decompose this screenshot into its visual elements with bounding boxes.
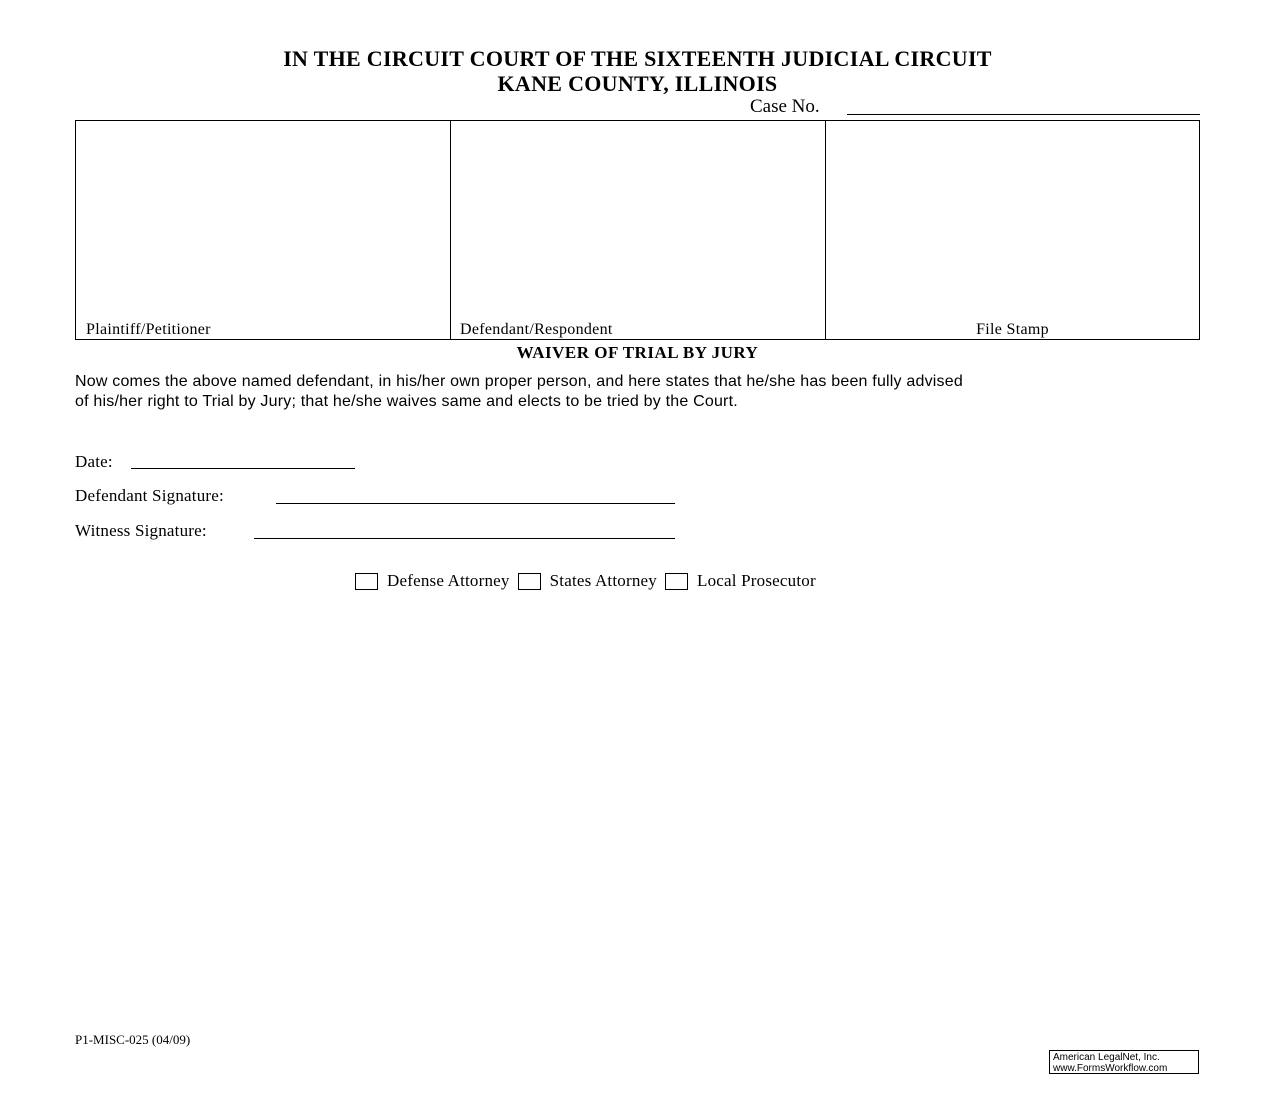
defendant-signature-field[interactable] xyxy=(276,503,675,504)
file-stamp-cell xyxy=(826,121,1199,339)
case-number-label: Case No. xyxy=(750,96,820,117)
file-stamp-label: File Stamp xyxy=(976,321,1049,338)
states-attorney-label: States Attorney xyxy=(549,571,657,590)
plaintiff-cell[interactable] xyxy=(76,121,451,339)
defense-attorney-label: Defense Attorney xyxy=(387,571,510,590)
states-attorney-checkbox[interactable] xyxy=(518,573,541,590)
local-prosecutor-option[interactable] xyxy=(665,571,816,591)
local-prosecutor-checkbox[interactable] xyxy=(665,573,688,590)
defense-attorney-checkbox[interactable] xyxy=(355,573,378,590)
plaintiff-label: Plaintiff/Petitioner xyxy=(86,321,211,338)
court-heading: IN THE CIRCUIT COURT OF THE SIXTEENTH JUDICIAL CIRCUIT xyxy=(283,46,992,71)
county-heading: KANE COUNTY, ILLINOIS xyxy=(497,71,778,96)
witness-signature-label: Witness Signature: xyxy=(75,521,207,540)
defendant-cell[interactable] xyxy=(451,121,826,339)
publisher-badge xyxy=(1049,1050,1199,1074)
date-field[interactable] xyxy=(131,468,355,469)
waiver-statement-line-1: Now comes the above named defendant, in his/her own proper person, and here states that he/she has been fully advised xyxy=(75,373,963,390)
date-label: Date: xyxy=(75,452,113,471)
form-title: WAIVER OF TRIAL BY JURY xyxy=(516,343,759,362)
form-number: P1-MISC-025 (04/09) xyxy=(75,1032,191,1047)
witness-signature-field[interactable] xyxy=(254,538,675,539)
publisher-url: www.FormsWorkflow.com xyxy=(1053,1063,1168,1074)
publisher-name: American LegalNet, Inc. xyxy=(1053,1052,1160,1063)
defendant-label: Defendant/Respondent xyxy=(460,321,613,338)
local-prosecutor-label: Local Prosecutor xyxy=(697,571,816,590)
case-number-field[interactable] xyxy=(847,114,1200,115)
states-attorney-option[interactable] xyxy=(518,571,657,591)
caption-box xyxy=(75,120,1200,340)
waiver-statement xyxy=(75,372,1205,412)
defense-attorney-option[interactable] xyxy=(355,571,510,591)
witness-role-options xyxy=(355,571,824,591)
defendant-signature-label: Defendant Signature: xyxy=(75,486,224,505)
waiver-statement-line-2: of his/her right to Trial by Jury; that he/she waives same and elects to be tried by the Court. xyxy=(75,393,738,410)
